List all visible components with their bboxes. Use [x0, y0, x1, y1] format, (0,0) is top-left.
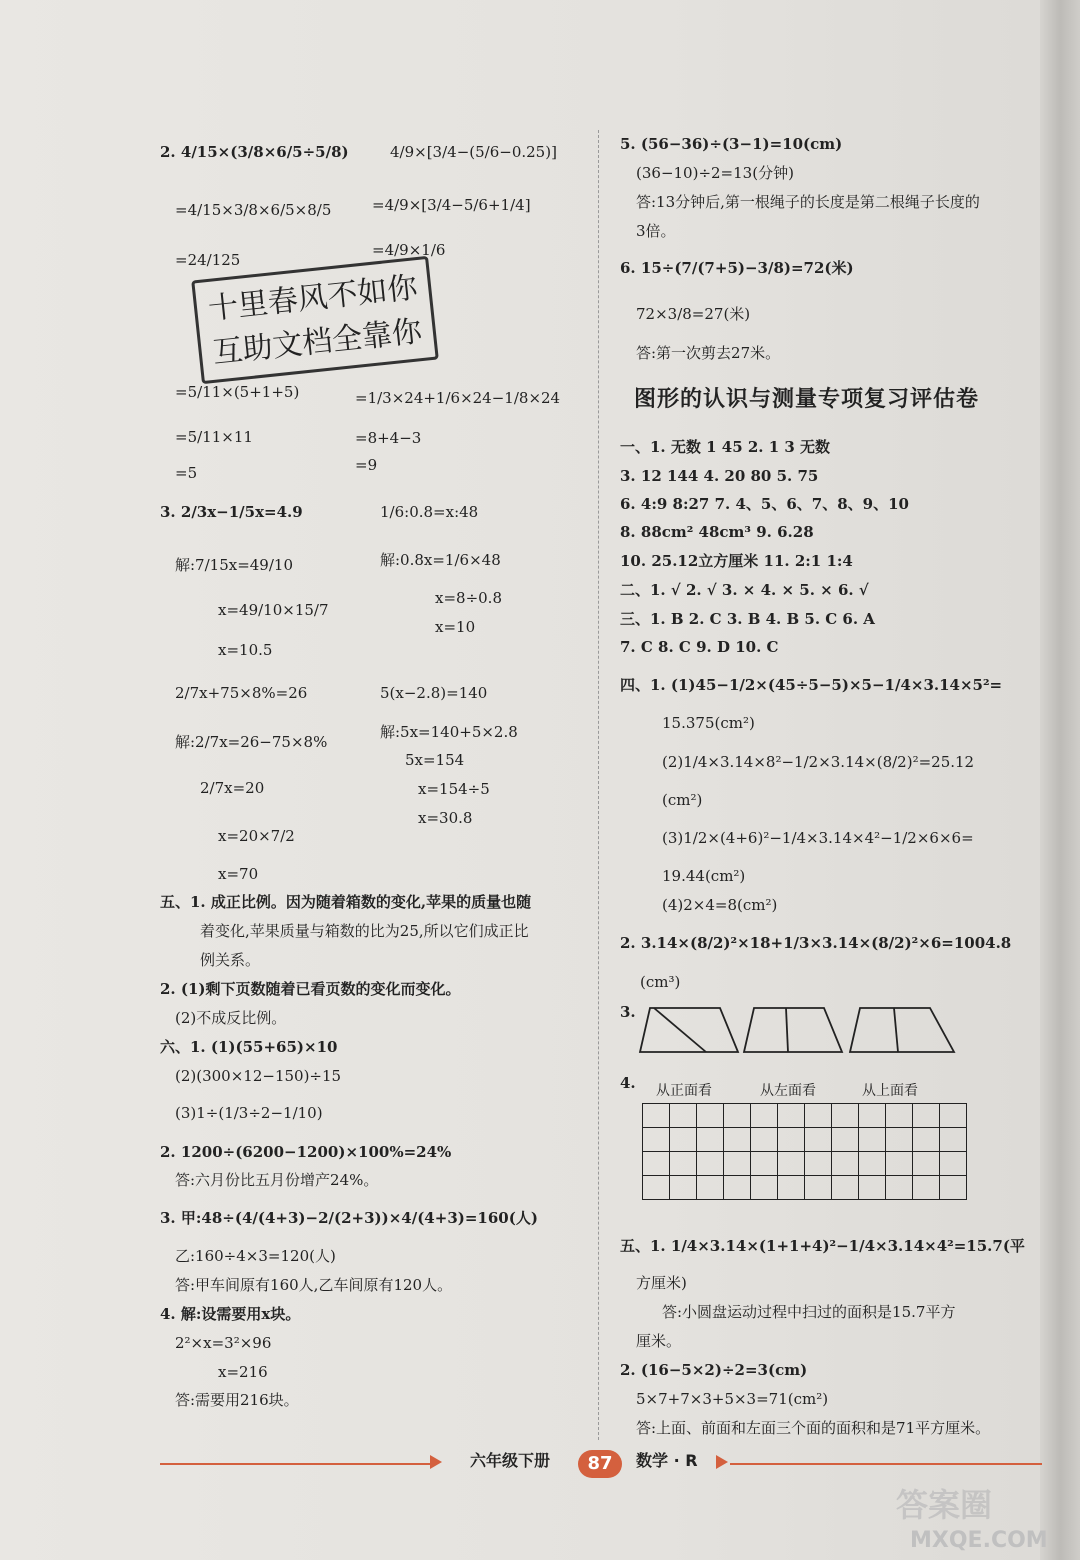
view-label-front: 从正面看 — [656, 1083, 712, 1099]
left-line: 2/7x=20 — [200, 779, 265, 797]
trapezoid-3 — [850, 1008, 954, 1052]
left-line: =4/15×3/8×6/5×8/5 — [175, 201, 332, 219]
right-line: 答:13分钟后,第一根绳子的长度是第二根绳子长度的 — [636, 193, 980, 211]
right-line: 5×7+7×3+5×3=71(cm²) — [636, 1390, 829, 1408]
left-line: 答:甲车间原有160人,乙车间原有120人。 — [175, 1276, 453, 1294]
right-line: 一、1. 无数 1 45 2. 1 3 无数 — [620, 438, 831, 456]
right-line: 方厘米) — [636, 1274, 687, 1292]
right-line: 3. — [620, 1003, 636, 1021]
right-line: 6. 4:9 8:27 7. 4、5、6、7、8、9、10 — [620, 495, 909, 513]
right-line: 答:小圆盘运动过程中扫过的面积是15.7平方 — [662, 1303, 956, 1321]
right-line: 4. — [620, 1074, 636, 1092]
right-line: 10. 25.12立方厘米 11. 2:1 1:4 — [620, 552, 853, 570]
view-label-top: 从上面看 — [862, 1083, 918, 1099]
left-line: 2/7x+75×8%=26 — [175, 684, 308, 702]
right-line: 6. 15÷(7/(7+5)−3/8)=72(米) — [620, 259, 854, 277]
left-line: =4/9×[3/4−5/6+1/4] — [372, 196, 531, 214]
trapezoid-3-cut — [894, 1008, 898, 1052]
left-line: 乙:160÷4×3=120(人) — [175, 1247, 336, 1265]
left-line: 六、1. (1)(55+65)×10 — [160, 1038, 338, 1056]
trapezoid-figures — [636, 1002, 966, 1056]
column-divider — [598, 130, 599, 1440]
left-line: 2. (1)剩下页数随着已看页数的变化而变化。 — [160, 980, 461, 998]
right-line: 3倍。 — [636, 222, 676, 240]
right-line: 2. (16−5×2)÷2=3(cm) — [620, 1361, 808, 1379]
right-line: 答:第一次剪去27米。 — [636, 344, 781, 362]
left-line: x=70 — [218, 865, 259, 883]
right-line: (3)1/2×(4+6)²−1/4×3.14×4²−1/2×6×6= — [662, 829, 974, 847]
left-line: 着变化,苹果质量与箱数的比为25,所以它们成正比 — [200, 922, 529, 940]
right-line: 厘米。 — [636, 1332, 682, 1350]
right-line: 四、1. (1)45−1/2×(45÷5−5)×5−1/4×3.14×5²= — [620, 676, 1003, 694]
right-line: 2. 3.14×(8/2)²×18+1/3×3.14×(8/2)²×6=1004.8 — [620, 934, 1012, 952]
trapezoid-1 — [640, 1008, 738, 1052]
footer-subject: 数学 · R — [636, 1451, 698, 1470]
left-line: 答:六月份比五月份增产24%。 — [175, 1171, 379, 1189]
left-line: 3. 甲:48÷(4/(4+3)−2/(2+3))×4/(4+3)=160(人) — [160, 1209, 538, 1227]
watermark-logo: 答案圈 — [896, 1486, 993, 1524]
footer-arrow-left — [430, 1455, 442, 1469]
left-line: 2. 1200÷(6200−1200)×100%=24% — [160, 1143, 452, 1161]
right-line: 3. 12 144 4. 20 80 5. 75 — [620, 467, 819, 485]
right-line: 19.44(cm²) — [662, 867, 746, 885]
left-line: x=30.8 — [418, 809, 473, 827]
right-line: 答:上面、前面和左面三个面的面积和是71平方厘米。 — [636, 1419, 991, 1437]
left-line: 答:需要用216块。 — [175, 1391, 299, 1409]
right-line: 五、1. 1/4×3.14×(1+1+4)²−1/4×3.14×4²=15.7(平 — [620, 1237, 1025, 1255]
right-line: 二、1. √ 2. √ 3. × 4. × 5. × 6. √ — [620, 581, 869, 599]
left-line: 1/6:0.8=x:48 — [380, 503, 479, 521]
right-line: (36−10)÷2=13(分钟) — [636, 164, 794, 182]
left-line: x=216 — [218, 1363, 268, 1381]
right-line: 7. C 8. C 9. D 10. C — [620, 638, 779, 656]
left-line: 解:7/15x=49/10 — [175, 556, 293, 574]
left-line: 4. 解:设需要用x块。 — [160, 1305, 301, 1323]
right-line: 72×3/8=27(米) — [636, 305, 751, 323]
left-line: x=10.5 — [218, 641, 273, 659]
left-line: 2. 4/15×(3/8×6/5÷5/8) — [160, 143, 349, 161]
left-line: =1/3×24+1/6×24−1/8×24 — [355, 389, 561, 407]
left-line: 3. 2/3x−1/5x=4.9 — [160, 503, 303, 521]
left-line: x=8÷0.8 — [435, 589, 502, 607]
right-line: 三、1. B 2. C 3. B 4. B 5. C 6. A — [620, 610, 875, 628]
left-line: 五、1. 成正比例。因为随着箱数的变化,苹果的质量也随 — [160, 893, 532, 911]
left-line: =9 — [355, 456, 378, 474]
left-line: =5 — [175, 464, 198, 482]
stamp-line: 互助文档全靠你 — [211, 313, 424, 371]
left-line: 解:0.8x=1/6×48 — [380, 551, 501, 569]
left-line: 例关系。 — [200, 951, 261, 969]
right-line: 8. 88cm² 48cm³ 9. 6.28 — [620, 523, 814, 541]
right-line: (2)1/4×3.14×8²−1/2×3.14×(8/2)²=25.12 — [662, 753, 975, 771]
left-line: 4/9×[3/4−(5/6−0.25)] — [390, 143, 557, 161]
page-number: 87 — [578, 1450, 622, 1478]
section-title: 图形的认识与测量专项复习评估卷 — [634, 387, 980, 412]
left-line: 5x=154 — [405, 751, 465, 769]
left-line: (2)(300×12−150)÷15 — [175, 1067, 342, 1085]
left-line: 5(x−2.8)=140 — [380, 684, 488, 702]
page-edge — [1040, 0, 1080, 1560]
right-line: 5. (56−36)÷(3−1)=10(cm) — [620, 135, 843, 153]
left-line: =4/9×1/6 — [372, 241, 446, 259]
view-grid — [642, 1103, 967, 1200]
footer-grade: 六年级下册 — [470, 1451, 551, 1470]
left-line: 解:2/7x=26−75×8% — [175, 733, 328, 751]
stamp — [191, 256, 439, 384]
left-line: x=49/10×15/7 — [218, 601, 329, 619]
right-line: (cm³) — [640, 973, 681, 991]
left-line: (2)不成反比例。 — [175, 1009, 287, 1027]
left-line: =5/11×(5+1+5) — [175, 383, 300, 401]
footer-rule-right — [730, 1463, 1042, 1465]
footer-arrow-right — [716, 1455, 728, 1469]
trapezoid-2-cut — [786, 1008, 788, 1052]
left-line: x=10 — [435, 618, 476, 636]
left-line: =8+4−3 — [355, 429, 422, 447]
footer-rule-left — [160, 1463, 430, 1465]
right-line: (4)2×4=8(cm²) — [662, 896, 778, 914]
trapezoid-1-cut — [654, 1008, 706, 1052]
left-line: =5/11×11 — [175, 428, 253, 446]
watermark-url: MXQE.COM — [910, 1528, 1048, 1553]
left-line: 2²×x=3²×96 — [175, 1334, 272, 1352]
left-line: =24/125 — [175, 251, 241, 269]
trapezoid-2 — [744, 1008, 842, 1052]
right-line: 15.375(cm²) — [662, 714, 755, 732]
view-label-left: 从左面看 — [760, 1083, 816, 1099]
stamp-line: 十里春风不如你 — [206, 270, 420, 327]
left-line: x=154÷5 — [418, 780, 490, 798]
left-line: 解:5x=140+5×2.8 — [380, 723, 518, 741]
left-line: (3)1÷(1/3÷2−1/10) — [175, 1104, 323, 1122]
right-line: (cm²) — [662, 791, 703, 809]
left-line: x=20×7/2 — [218, 827, 295, 845]
